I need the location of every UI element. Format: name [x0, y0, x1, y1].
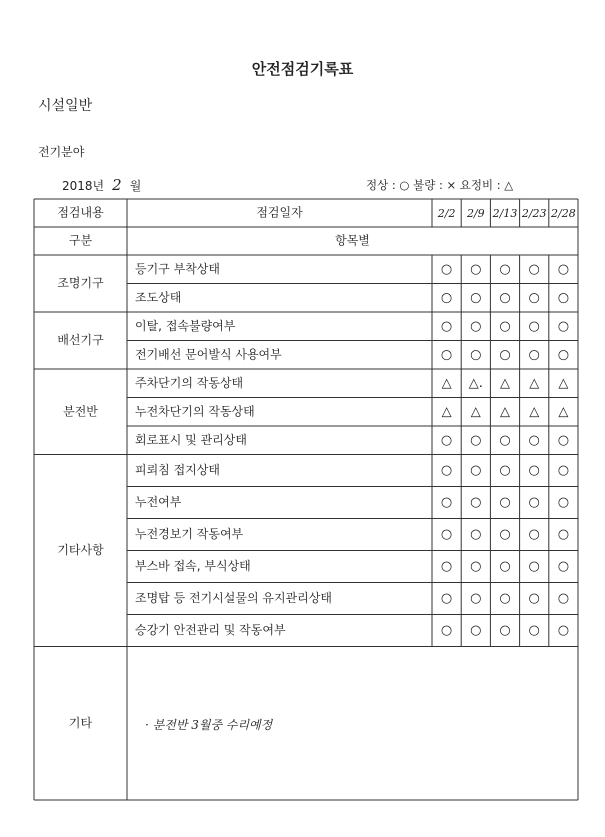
- status-mark: △: [558, 404, 569, 420]
- status-mark: ○: [528, 527, 540, 542]
- status-mark: ○: [557, 623, 570, 638]
- date-cell-5: 2/28: [551, 207, 576, 220]
- status-mark: △: [529, 375, 540, 391]
- status-mark: △: [441, 375, 452, 391]
- document-title: 안전점검기록표: [251, 60, 354, 78]
- status-mark: ○: [499, 527, 511, 542]
- date-cell-1: 2/2: [437, 207, 456, 220]
- status-mark: ○: [557, 495, 570, 510]
- status-mark: ○: [440, 318, 453, 334]
- status-mark: ○: [499, 559, 511, 574]
- item-label: 누전여부: [135, 495, 182, 509]
- item-label: 피뢰침 접지상태: [135, 463, 220, 477]
- item-label: 주차단기의 작동상태: [135, 375, 244, 390]
- status-mark: ○: [557, 347, 570, 363]
- item-label: 조명탑 등 전기시설물의 유지관리상태: [135, 591, 332, 605]
- status-mark: △: [441, 404, 452, 420]
- status-mark: △: [500, 375, 510, 391]
- status-mark: ○: [557, 432, 570, 448]
- item-label: 등기구 부착상태: [135, 261, 220, 276]
- status-mark: △: [500, 404, 510, 420]
- status-mark: ○: [440, 290, 453, 306]
- item-label: 누전차단기의 작동상태: [135, 404, 255, 419]
- status-mark: △.: [468, 375, 483, 391]
- subsection-heading: 전기분야: [38, 145, 85, 159]
- status-mark: ○: [557, 290, 570, 306]
- item-label: 누전경보기 작동여부: [135, 527, 244, 541]
- header-items: 항목별: [335, 233, 370, 248]
- status-mark: △: [470, 404, 481, 420]
- status-mark: ○: [499, 318, 511, 334]
- status-mark: ○: [440, 463, 453, 478]
- status-mark: ○: [557, 261, 570, 277]
- year-label: 2018년: [62, 179, 105, 193]
- item-label: 승강기 안전관리 및 작동여부: [135, 623, 286, 637]
- status-mark: ○: [528, 623, 540, 638]
- status-mark: ○: [470, 347, 482, 363]
- month-value: 2: [112, 176, 122, 194]
- status-mark: ○: [440, 559, 453, 574]
- status-mark: ○: [557, 318, 570, 334]
- header-category: 구분: [68, 233, 93, 248]
- status-mark: ○: [499, 290, 511, 306]
- status-mark: ○: [470, 591, 482, 606]
- status-mark: ○: [557, 463, 570, 478]
- remarks-label: 기타: [68, 715, 93, 730]
- date-cell-4: 2/23: [521, 207, 547, 220]
- status-mark: ○: [528, 347, 540, 363]
- remarks-note: · 분전반 3월중 수리예정: [145, 717, 273, 732]
- status-mark: ○: [470, 623, 482, 638]
- status-mark: ○: [528, 495, 540, 510]
- date-cell-3: 2/13: [492, 207, 518, 220]
- status-mark: ○: [557, 591, 570, 606]
- item-label: 회로표시 및 관리상태: [135, 432, 247, 447]
- status-mark: ○: [557, 559, 570, 574]
- status-mark: ○: [440, 495, 453, 510]
- status-mark: ○: [470, 527, 482, 542]
- status-mark: ○: [440, 591, 453, 606]
- status-mark: ○: [499, 623, 511, 638]
- status-mark: ○: [470, 261, 482, 277]
- status-mark: ○: [440, 261, 453, 277]
- item-label: 이탈, 접속불량여부: [135, 318, 236, 333]
- status-mark: ○: [557, 527, 570, 542]
- section-heading: 시설일반: [38, 98, 93, 114]
- status-mark: ○: [470, 318, 482, 334]
- status-mark: ○: [440, 347, 453, 363]
- status-mark: ○: [440, 432, 453, 448]
- item-label: 조도상태: [135, 290, 182, 305]
- status-mark: ○: [528, 290, 540, 306]
- date-cell-2: 2/9: [466, 207, 485, 220]
- status-mark: ○: [499, 463, 511, 478]
- status-legend: 정상 : ○ 불량 : × 요정비 : △: [366, 178, 514, 192]
- status-mark: ○: [528, 463, 540, 478]
- status-mark: ○: [499, 495, 511, 510]
- status-mark: ○: [470, 559, 482, 574]
- month-label: 월: [129, 179, 142, 193]
- header-inspection-content: 점검내용: [57, 205, 104, 220]
- item-label: 부스바 접속, 부식상태: [135, 559, 251, 573]
- status-mark: ○: [528, 591, 540, 606]
- status-mark: ○: [528, 432, 540, 448]
- status-mark: ○: [528, 318, 540, 334]
- group-name: 기타사항: [57, 543, 104, 557]
- status-mark: ○: [528, 559, 540, 574]
- status-mark: ○: [528, 261, 540, 277]
- item-label: 전기배선 문어발식 사용여부: [135, 347, 282, 362]
- status-mark: ○: [440, 623, 453, 638]
- status-mark: ○: [440, 527, 453, 542]
- group-name: 조명기구: [57, 276, 104, 290]
- status-mark: ○: [470, 432, 482, 448]
- group-name: 분전반: [63, 404, 98, 419]
- status-mark: ○: [470, 290, 482, 306]
- status-mark: △: [558, 375, 569, 391]
- status-mark: △: [529, 404, 540, 420]
- group-name: 배선기구: [57, 333, 104, 347]
- status-mark: ○: [499, 432, 511, 448]
- status-mark: ○: [499, 347, 511, 363]
- status-mark: ○: [470, 463, 482, 478]
- header-inspection-date: 점검일자: [256, 205, 303, 220]
- status-mark: ○: [499, 591, 511, 606]
- status-mark: ○: [470, 495, 482, 510]
- status-mark: ○: [499, 261, 511, 277]
